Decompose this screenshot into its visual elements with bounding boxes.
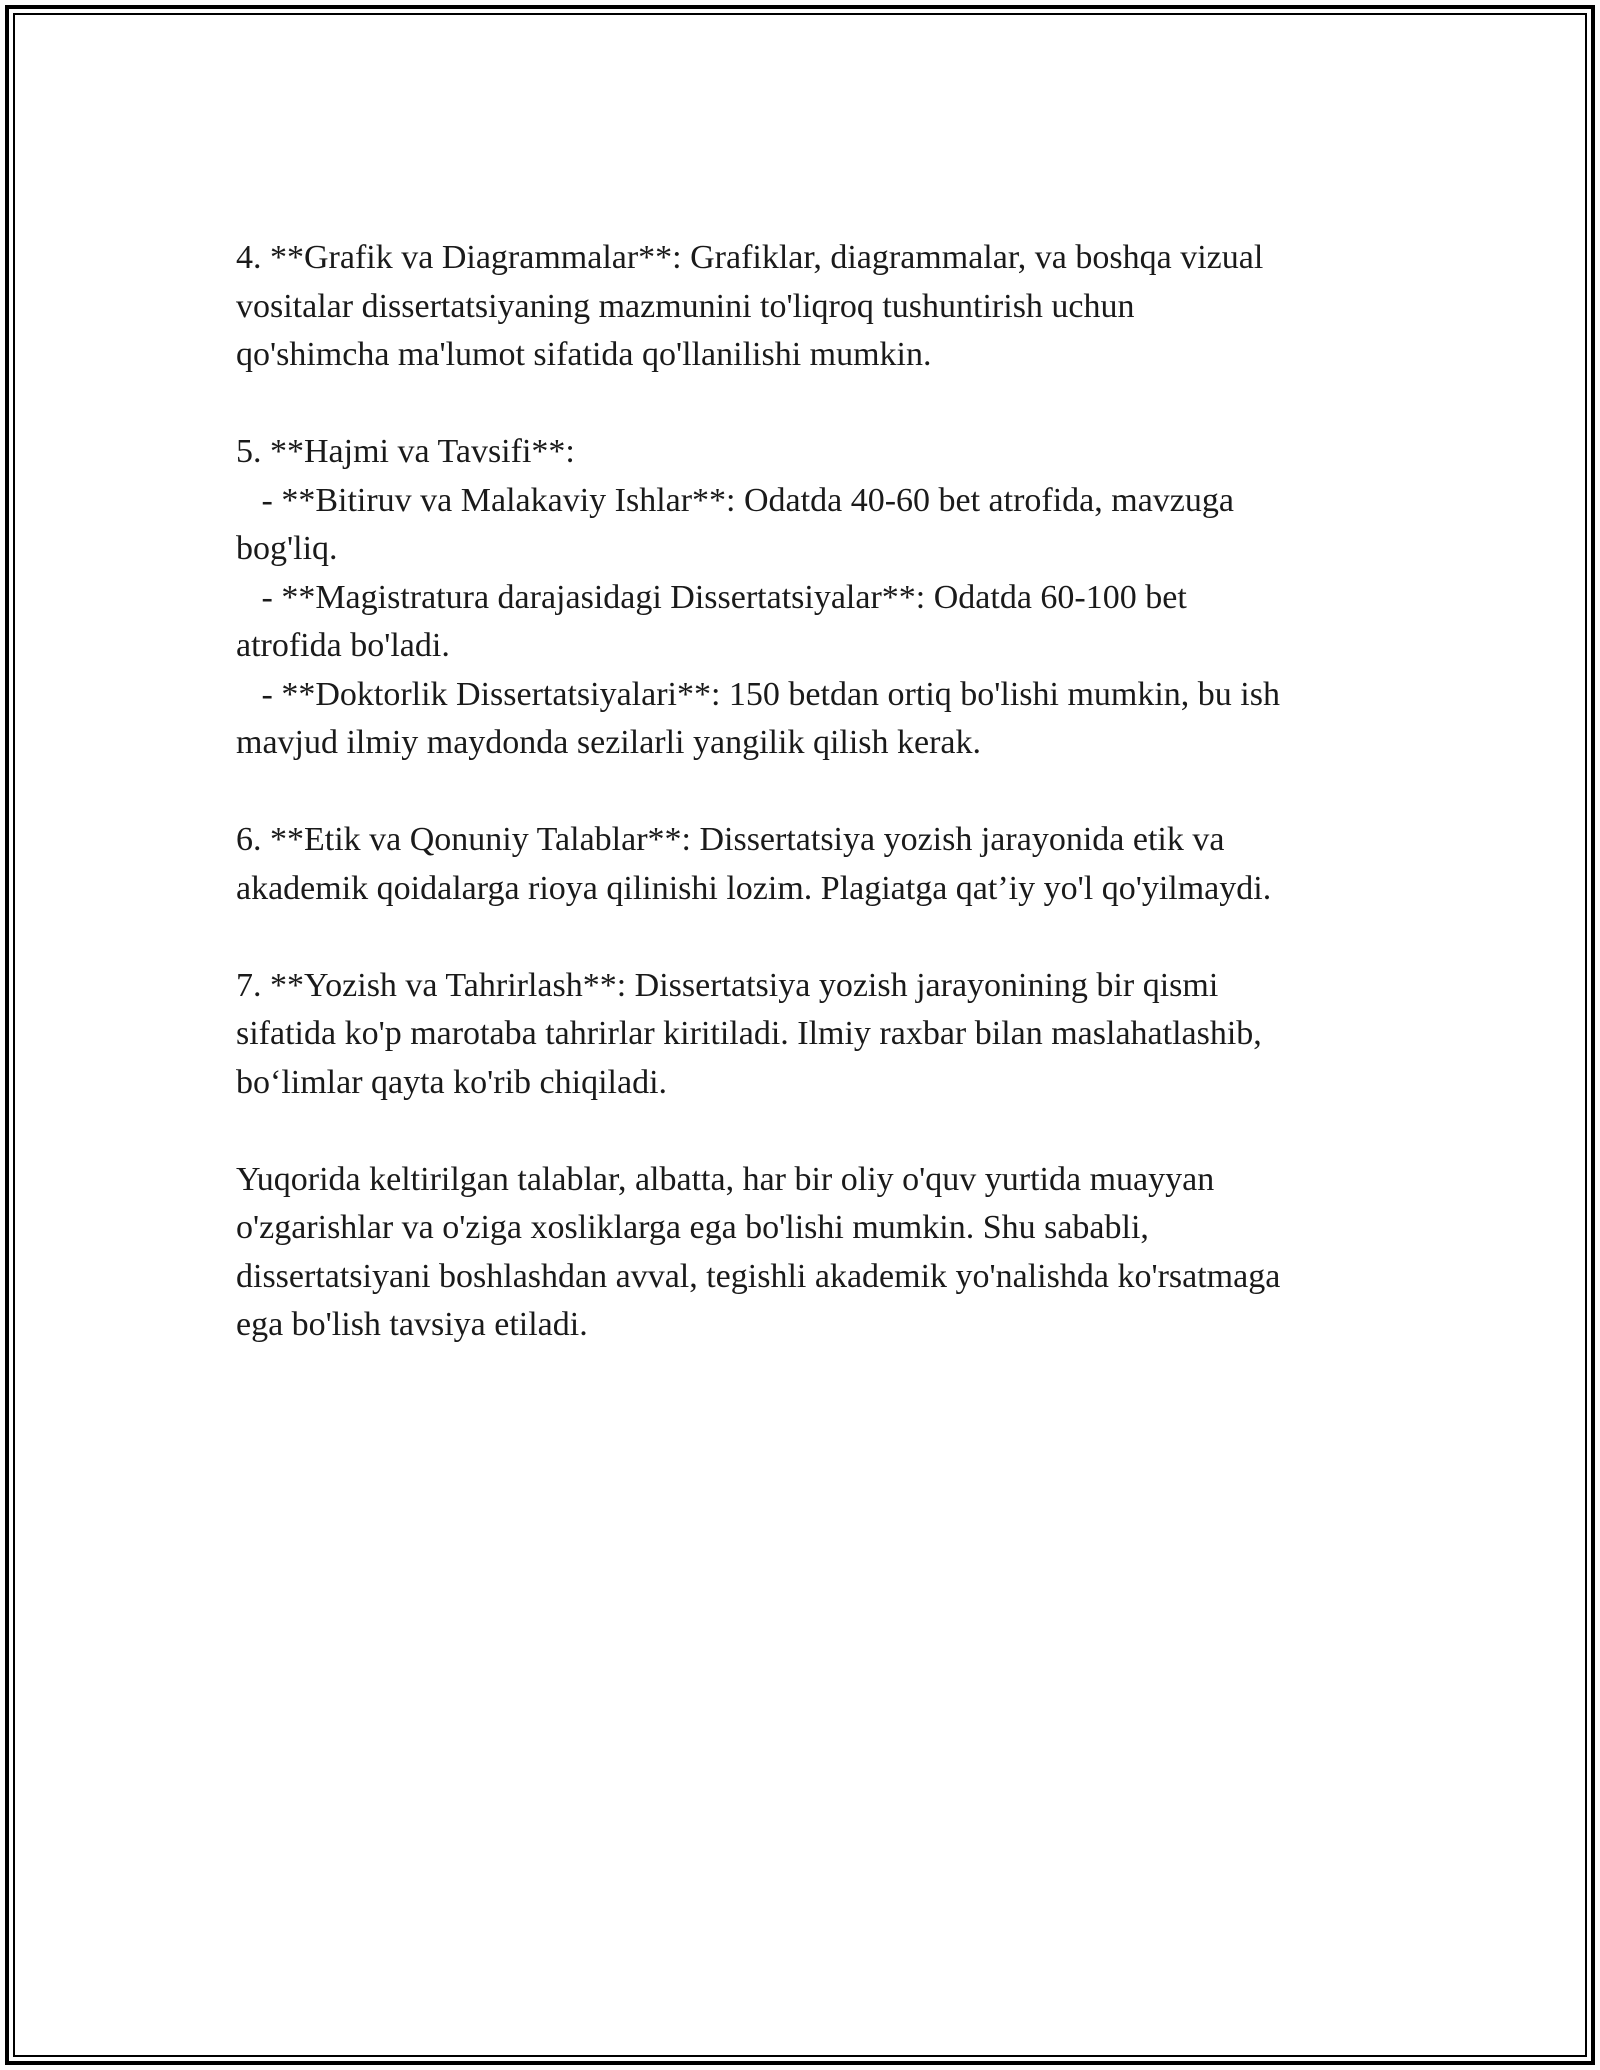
paragraph-writing-and-editing <box>236 962 1386 1108</box>
paragraph-ethical-and-legal <box>236 816 1386 913</box>
text-line: mavjud ilmiy maydonda sezilarli yangilik qilish kerak. <box>236 724 982 761</box>
document-body <box>236 234 1386 1398</box>
text-line: - **Bitiruv va Malakaviy Ishlar**: Odatda 40-60 bet atrofida, mavzuga <box>236 481 1234 519</box>
text-line: - **Magistratura darajasidagi Dissertatsiyalar**: Odatda 60-100 bet <box>236 578 1187 616</box>
text-line: 7. **Yozish va Tahrirlash**: Dissertatsiya yozish jarayonining bir qismi <box>236 966 1219 1004</box>
text-line: atrofida bo'ladi. <box>236 627 450 664</box>
paragraph-graphics-and-diagrams <box>236 234 1386 380</box>
text-line: vositalar dissertatsiyaning mazmunini to'liqroq tushuntirish uchun <box>236 287 1135 325</box>
text-line: bo‘limlar qayta ko'rib chiqiladi. <box>236 1063 668 1101</box>
text-line: Yuqorida keltirilgan talablar, albatta, har bir oliy o'quv yurtida muayyan <box>236 1160 1215 1198</box>
paragraph-conclusion <box>236 1156 1386 1350</box>
text-line: 5. **Hajmi va Tavsifi**: <box>236 433 575 470</box>
text-line: o'zgarishlar va o'ziga xosliklarga ega bo'lishi mumkin. Shu sababli, <box>236 1209 1149 1246</box>
text-line: qo'shimcha ma'lumot sifatida qo'llanilishi mumkin. <box>236 336 932 373</box>
text-line: 4. **Grafik va Diagrammalar**: Grafiklar, diagrammalar, va boshqa vizual <box>236 239 1264 276</box>
paragraph-volume-and-description <box>236 428 1386 768</box>
text-line: - **Doktorlik Dissertatsiyalari**: 150 betdan ortiq bo'lishi mumkin, bu ish <box>236 675 1280 713</box>
text-line: ega bo'lish tavsiya etiladi. <box>236 1306 588 1343</box>
text-line: sifatida ko'p marotaba tahrirlar kiritiladi. Ilmiy raxbar bilan maslahatlashib, <box>236 1015 1262 1052</box>
text-line: bog'liq. <box>236 530 338 567</box>
text-line: dissertatsiyani boshlashdan avval, tegishli akademik yo'nalishda ko'rsatmaga <box>236 1257 1281 1295</box>
text-line: akademik qoidalarga rioya qilinishi lozim. Plagiatga qat’iy yo'l qo'yilmaydi. <box>236 869 1272 907</box>
text-line: 6. **Etik va Qonuniy Talablar**: Dissertatsiya yozish jarayonida etik va <box>236 821 1225 858</box>
